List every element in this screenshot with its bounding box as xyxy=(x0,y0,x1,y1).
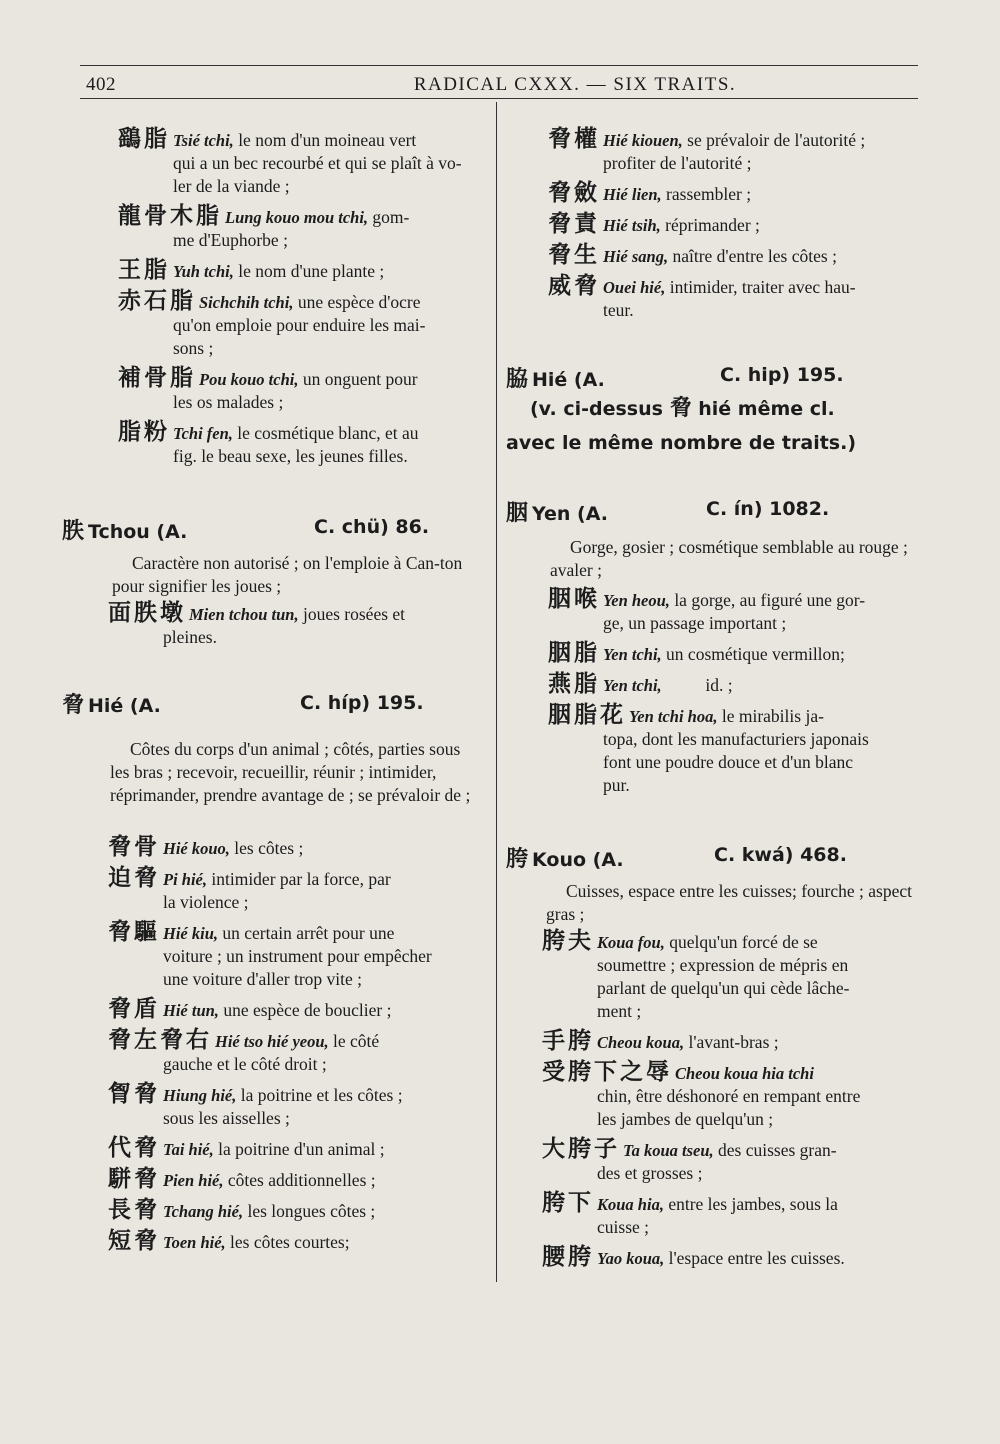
entry-definition: le côté xyxy=(328,1031,380,1051)
entry-continuation: la violence ; xyxy=(163,892,249,912)
entry-romanization: Hiung hié, xyxy=(163,1086,237,1105)
heading-character: 脇 xyxy=(506,367,529,392)
entry-definition: joues rosées et xyxy=(298,604,406,624)
description-tchou: Caractère non autorisé ; on l'emploie à Can-ton pour signifier les joues ; xyxy=(112,553,463,596)
entry-characters: 駢脅 xyxy=(108,1166,160,1192)
entry-definition: l'espace entre les cuisses. xyxy=(664,1248,845,1268)
entry-romanization: Cheou koua, xyxy=(597,1033,685,1052)
entry-characters: 龍骨木脂 xyxy=(118,203,222,229)
entry-romanization: Tsié tchi, xyxy=(173,131,234,150)
entry-romanization: Tchang hié, xyxy=(163,1202,244,1221)
dictionary-entry xyxy=(548,704,920,797)
dictionary-entry xyxy=(108,836,488,860)
yen-entries xyxy=(548,588,920,804)
dictionary-entry xyxy=(542,930,920,1023)
entry-characters: 短脅 xyxy=(108,1228,160,1254)
heading-code: C. kwá) 468. xyxy=(714,844,847,866)
dictionary-entry xyxy=(542,1061,920,1131)
dictionary-entry xyxy=(542,1192,920,1239)
heading-character: 脅 xyxy=(62,693,85,718)
entry-definition: gom- xyxy=(368,207,410,227)
dictionary-entry xyxy=(118,205,488,252)
dictionary-entry xyxy=(542,1138,920,1185)
dictionary-entry xyxy=(118,259,488,283)
left-entries-top xyxy=(118,128,488,475)
heading-hie2 xyxy=(506,362,916,393)
entry-romanization: Hié tso hié yeou, xyxy=(215,1032,329,1051)
heading-romanization: Hié (A. xyxy=(88,695,161,717)
dictionary-entry xyxy=(118,421,488,468)
entry-continuation: sous les aisselles ; xyxy=(163,1108,290,1128)
entry-definition: la poitrine d'un animal ; xyxy=(213,1139,385,1159)
dictionary-entry xyxy=(548,244,920,268)
entry-continuation: parlant de quelqu'un qui cède lâche- xyxy=(597,978,850,998)
entry-romanization: Hié kouo, xyxy=(163,839,230,858)
entry-romanization: Pien hié, xyxy=(163,1171,224,1190)
entry-continuation: ge, un passage important ; xyxy=(603,613,787,633)
note-text-1: (v. ci-dessus xyxy=(530,398,663,420)
entry-definition: id. ; xyxy=(661,675,733,695)
header-rule-bottom xyxy=(80,98,918,99)
entry-definition: intimider, traiter avec hau- xyxy=(665,277,856,297)
entry-characters: 受胯下之辱 xyxy=(542,1059,672,1085)
entry-characters: 脅骨 xyxy=(108,834,160,860)
entry-characters: 赤石脂 xyxy=(118,288,196,314)
entry-definition: côtes additionnelles ; xyxy=(223,1170,376,1190)
heading-character: 胅 xyxy=(62,519,85,544)
entry-characters: 王脂 xyxy=(118,257,170,283)
entry-characters: 胯夫 xyxy=(542,928,594,954)
dictionary-entry xyxy=(542,1246,920,1270)
entry-definition: les côtes ; xyxy=(229,838,304,858)
entry-characters: 胭喉 xyxy=(548,586,600,612)
entry-romanization: Yen heou, xyxy=(603,591,670,610)
description-kouo: Cuisses, espace entre les cuisses; fourche ; aspect gras ; xyxy=(546,881,912,924)
entry-characters: 胷脅 xyxy=(108,1081,160,1107)
entry-continuation: une voiture d'aller trop vite ; xyxy=(163,969,362,989)
heading-character: 胭 xyxy=(506,501,529,526)
entry-characters: 長脅 xyxy=(108,1197,160,1223)
entry-romanization: Mien tchou tun, xyxy=(189,605,299,624)
dictionary-entry xyxy=(548,588,920,635)
entry-continuation: les jambes de quelqu'un ; xyxy=(597,1109,774,1129)
page-title: RADICAL CXXX. — SIX TRAITS. xyxy=(413,74,737,95)
entry-romanization: Hié lien, xyxy=(603,185,662,204)
entry-characters: 脅左脅右 xyxy=(108,1027,212,1053)
entry-definition: le mirabilis ja- xyxy=(717,706,824,726)
heading-romanization: Kouo (A. xyxy=(532,849,624,871)
page-header xyxy=(80,62,918,102)
heading-code: C. híp) 195. xyxy=(300,692,424,714)
dictionary-entry xyxy=(548,275,920,322)
entry-definition: des cuisses gran- xyxy=(713,1140,837,1160)
entry-continuation: teur. xyxy=(603,300,634,320)
entry-continuation: ment ; xyxy=(597,1001,642,1021)
entry-characters: 脅生 xyxy=(548,242,600,268)
entry-continuation: qui a un bec recourbé et qui se plaît à vo- xyxy=(173,153,462,173)
entry-romanization: Yuh tchi, xyxy=(173,262,234,281)
dictionary-entry xyxy=(118,128,488,198)
entry-romanization: Hié kiu, xyxy=(163,924,219,943)
entry-romanization: Yen tchi, xyxy=(603,676,662,695)
entry-definition: entre les jambes, sous la xyxy=(663,1194,838,1214)
note-text-2: hié même cl. xyxy=(698,398,835,420)
right-entries-top xyxy=(548,128,920,329)
entry-definition: un onguent pour xyxy=(298,369,418,389)
entry-characters: 大胯子 xyxy=(542,1136,620,1162)
dictionary-entry xyxy=(548,213,920,237)
heading-code: C. ín) 1082. xyxy=(706,498,830,520)
entry-definition: quelqu'un forcé de se xyxy=(664,932,818,952)
entry-continuation: gauche et le côté droit ; xyxy=(163,1054,327,1074)
heading-romanization: Hié (A. xyxy=(532,369,605,391)
dictionary-entry xyxy=(108,1199,488,1223)
dictionary-entry xyxy=(118,290,488,360)
entry-characters: 脅責 xyxy=(548,211,600,237)
entry-continuation: chin, être déshonoré en rempant entre xyxy=(597,1086,861,1106)
header-rule-top xyxy=(80,65,918,66)
entry-romanization: Tai hié, xyxy=(163,1140,214,1159)
description-hie: Côtes du corps d'un animal ; côtés, parties sous les bras ; recevoir, recueillir, réunir ; intimider, réprimander, prendre avantage de ; se prévaloir de ; xyxy=(110,739,471,805)
entry-characters: 脂粉 xyxy=(118,419,170,445)
entry-definition: se prévaloir de l'autorité ; xyxy=(682,130,866,150)
entry-characters: 胯下 xyxy=(542,1190,594,1216)
dictionary-entry xyxy=(118,367,488,414)
entry-definition: une espèce de bouclier ; xyxy=(218,1000,392,1020)
entry-definition: la poitrine et les côtes ; xyxy=(236,1085,403,1105)
entry-characters: 燕脂 xyxy=(548,671,600,697)
entry-definition: le cosmétique blanc, et au xyxy=(232,423,419,443)
entry-definition: naître d'entre les côtes ; xyxy=(668,246,837,266)
dictionary-entry xyxy=(548,128,920,175)
dictionary-entry xyxy=(108,921,488,991)
entry-characters: 威脅 xyxy=(548,273,600,299)
dictionary-entry xyxy=(548,642,920,666)
entry-characters: 迫脅 xyxy=(108,865,160,891)
entry-characters: 面胅墩 xyxy=(108,600,186,626)
entry-definition: le nom d'une plante ; xyxy=(233,261,385,281)
dictionary-entry xyxy=(108,1230,488,1254)
entry-definition: une espèce d'ocre xyxy=(293,292,421,312)
entry-definition: un cosmétique vermillon; xyxy=(661,644,845,664)
entry-romanization: Pi hié, xyxy=(163,870,207,889)
entry-characters: 手胯 xyxy=(542,1028,594,1054)
entry-continuation: des et grosses ; xyxy=(597,1163,703,1183)
dictionary-entry xyxy=(548,182,920,206)
heading-character: 胯 xyxy=(506,847,529,872)
dictionary-entry xyxy=(542,1030,920,1054)
heading-kouo xyxy=(506,842,916,873)
column-divider xyxy=(496,102,497,1282)
entry-characters: 鷂脂 xyxy=(118,126,170,152)
entry-romanization: Pou kouo tchi, xyxy=(199,370,299,389)
entry-continuation: font une poudre douce et d'un blanc xyxy=(603,752,854,772)
entry-characters: 腰胯 xyxy=(542,1244,594,1270)
cross-reference-note-line1 xyxy=(530,392,930,426)
entry-continuation: profiter de l'autorité ; xyxy=(603,153,752,173)
entry-continuation: sons ; xyxy=(173,338,214,358)
tchou-entries xyxy=(108,602,488,656)
dictionary-entry xyxy=(108,1137,488,1161)
heading-hie xyxy=(62,688,492,719)
entry-characters: 補骨脂 xyxy=(118,365,196,391)
dictionary-entry xyxy=(548,673,920,697)
entry-continuation: pur. xyxy=(603,775,630,795)
entry-definition: les longues côtes ; xyxy=(243,1201,376,1221)
entry-romanization: Yen tchi hoa, xyxy=(629,707,718,726)
entry-romanization: Hié tsih, xyxy=(603,216,661,235)
entry-continuation: les os malades ; xyxy=(173,392,284,412)
kouo-entries xyxy=(542,930,920,1277)
entry-romanization: Sichchih tchi, xyxy=(199,293,294,312)
entry-definition: les côtes courtes; xyxy=(225,1232,350,1252)
entry-romanization: Cheou koua hia tchi xyxy=(675,1064,814,1083)
dictionary-entry xyxy=(108,1083,488,1130)
entry-romanization: Yao koua, xyxy=(597,1249,665,1268)
entry-continuation: voiture ; un instrument pour empêcher xyxy=(163,946,432,966)
entry-continuation: topa, dont les manufacturiers japonais xyxy=(603,729,869,749)
hie-entries xyxy=(108,836,488,1261)
entry-characters: 脅驅 xyxy=(108,919,160,945)
entry-continuation: pleines. xyxy=(163,627,217,647)
entry-continuation: cuisse ; xyxy=(597,1217,650,1237)
entry-romanization: Ouei hié, xyxy=(603,278,666,297)
entry-continuation: fig. le beau sexe, les jeunes filles. xyxy=(173,446,408,466)
entry-continuation: me d'Euphorbe ; xyxy=(173,230,288,250)
entry-romanization: Ta koua tseu, xyxy=(623,1141,714,1160)
entry-characters: 脅權 xyxy=(548,126,600,152)
entry-continuation: soumettre ; expression de mépris en xyxy=(597,955,849,975)
entry-continuation: ler de la viande ; xyxy=(173,176,290,196)
entry-romanization: Tchi fen, xyxy=(173,424,233,443)
entry-characters: 胭脂 xyxy=(548,640,600,666)
dictionary-entry xyxy=(108,867,488,914)
entry-romanization: Hié kiouen, xyxy=(603,131,683,150)
entry-romanization: Lung kouo mou tchi, xyxy=(225,208,369,227)
cross-reference-note-line2: avec le même nombre de traits.) xyxy=(506,432,856,454)
entry-definition: l'avant-bras ; xyxy=(684,1032,779,1052)
entry-definition: un certain arrêt pour une xyxy=(218,923,395,943)
heading-code: C. chü) 86. xyxy=(314,516,430,538)
entry-continuation: qu'on emploie pour enduire les mai- xyxy=(173,315,426,335)
entry-definition: intimider par la force, par xyxy=(207,869,391,889)
dictionary-entry xyxy=(108,998,488,1022)
entry-definition: le nom d'un moineau vert xyxy=(233,130,417,150)
entry-romanization: Koua fou, xyxy=(597,933,665,952)
entry-definition: réprimander ; xyxy=(660,215,760,235)
entry-romanization: Koua hia, xyxy=(597,1195,664,1214)
heading-romanization: Tchou (A. xyxy=(88,521,188,543)
heading-code: C. hip) 195. xyxy=(720,364,844,386)
entry-characters: 脅盾 xyxy=(108,996,160,1022)
dictionary-entry xyxy=(108,1029,488,1076)
dictionary-entry xyxy=(108,1168,488,1192)
entry-romanization: Hié sang, xyxy=(603,247,669,266)
note-character: 脅 xyxy=(669,396,692,421)
page-number: 402 xyxy=(86,74,116,95)
entry-romanization: Hié tun, xyxy=(163,1001,219,1020)
entry-definition: rassembler ; xyxy=(661,184,752,204)
entry-romanization: Toen hié, xyxy=(163,1233,226,1252)
entry-romanization: Yen tchi, xyxy=(603,645,662,664)
entry-characters: 代脅 xyxy=(108,1135,160,1161)
entry-characters: 胭脂花 xyxy=(548,702,626,728)
heading-romanization: Yen (A. xyxy=(532,503,609,525)
entry-definition: la gorge, au figuré une gor- xyxy=(669,590,866,610)
description-yen: Gorge, gosier ; cosmétique semblable au rouge ; avaler ; xyxy=(550,537,908,580)
heading-tchou xyxy=(62,514,492,545)
entry-characters: 脅斂 xyxy=(548,180,600,206)
dictionary-entry xyxy=(108,602,488,649)
heading-yen xyxy=(506,496,916,527)
